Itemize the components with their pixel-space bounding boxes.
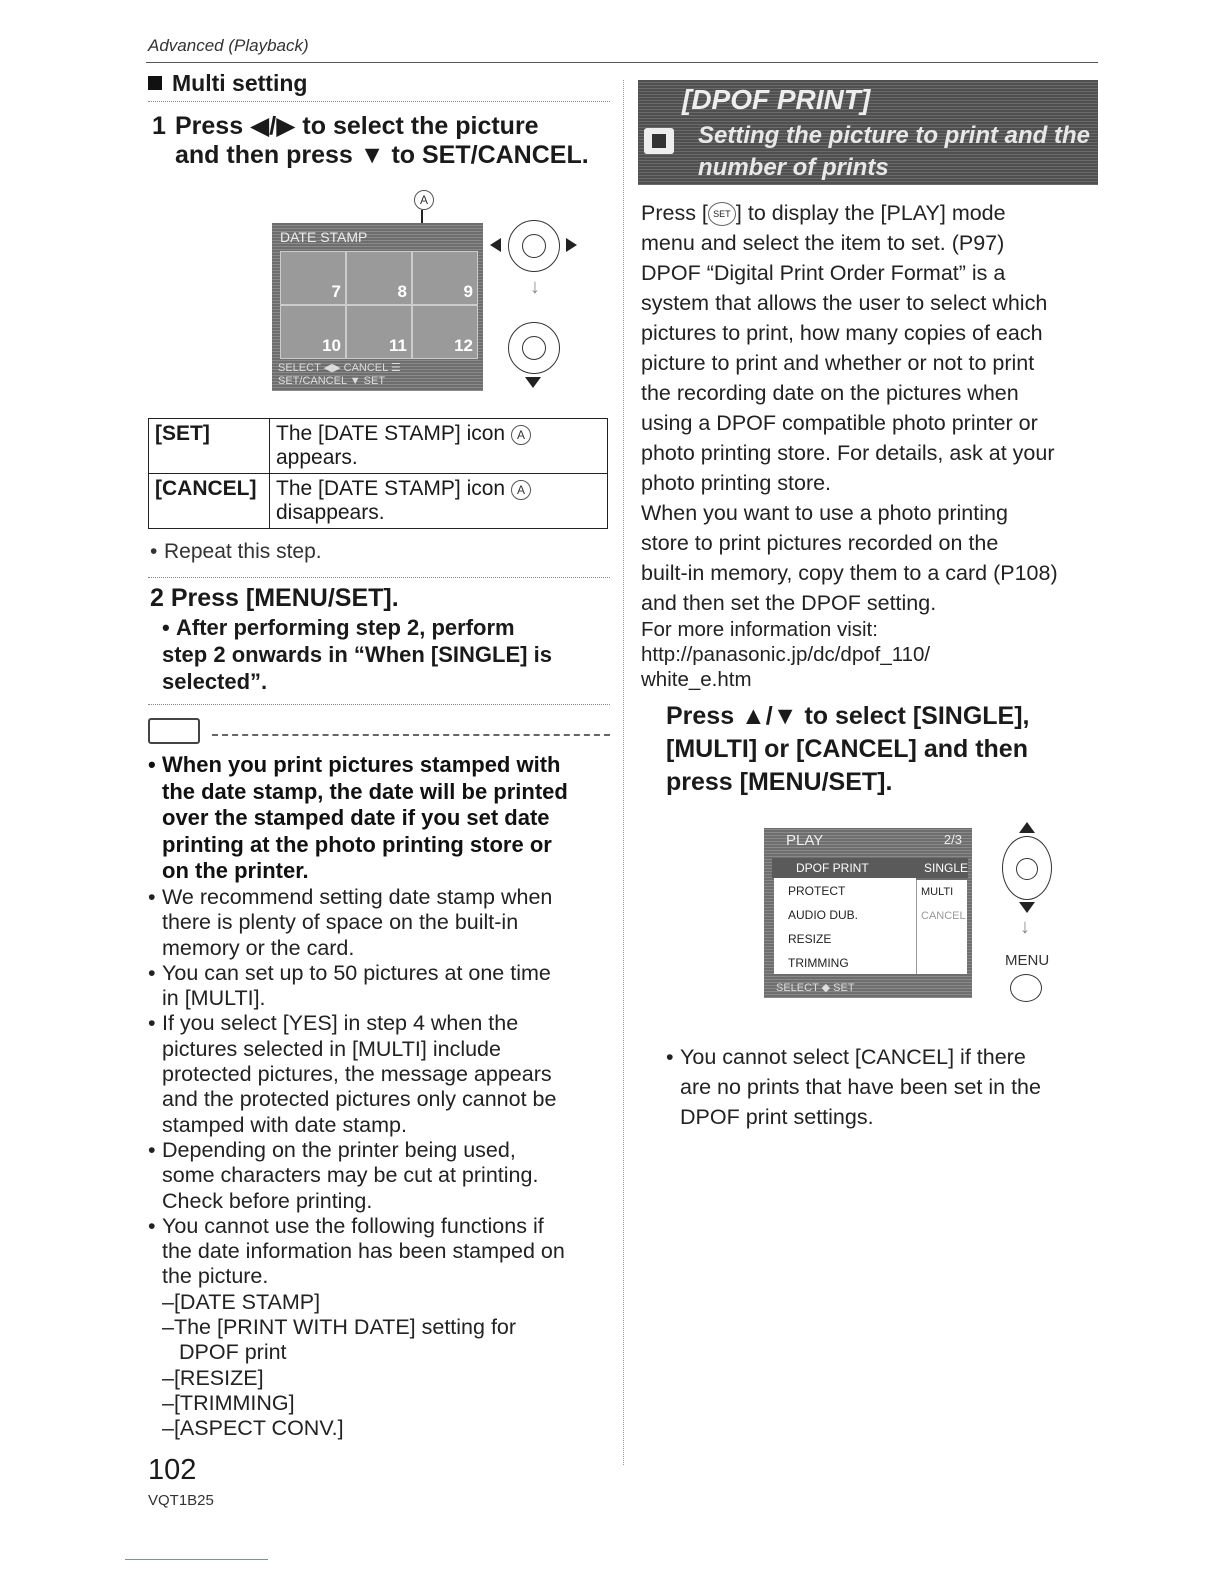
set-cancel-table — [148, 418, 608, 529]
screen-title: PLAY — [786, 832, 824, 849]
screen-footer: SELECT ◆ SET — [776, 982, 855, 994]
step-1: 1 Press ◀/▶ to select the picture and then press ▼ to SET/CANCEL. — [152, 112, 589, 169]
menu-set-icon: SET — [708, 202, 736, 226]
down-arrow-icon: ↓ — [1020, 916, 1030, 938]
banner-subtitle: Setting the picture to print and the number of prints — [698, 122, 1090, 181]
step-2: 2 Press [MENU/SET]. — [150, 584, 399, 612]
menu-item: TRIMMING — [788, 956, 849, 970]
down-triangle-icon — [1019, 902, 1035, 913]
screen-footer: SELECT ◀▶ CANCEL ☰ — [278, 362, 401, 374]
thumbnail: 7 — [280, 251, 346, 305]
menu-item: RESIZE — [788, 932, 832, 946]
callout-marker-a: A — [414, 190, 434, 210]
function-item: –[ASPECT CONV.] — [162, 1416, 344, 1441]
option-item: CANCEL — [921, 910, 966, 922]
function-item: –[TRIMMING] — [162, 1390, 295, 1415]
section-title: Multi setting — [148, 70, 307, 97]
up-triangle-icon — [1019, 822, 1035, 833]
dotted-rule — [148, 101, 610, 102]
cursor-button-diagram — [990, 822, 1070, 1012]
function-item: –[RESIZE] — [162, 1365, 264, 1390]
footer-line — [125, 1559, 268, 1560]
note-item: • We recommend setting date stamp when there is plenty of space on the built-in memory or the card. — [148, 885, 610, 961]
dpof-print-banner — [638, 80, 1098, 185]
cursor-button-diagram — [486, 214, 586, 394]
banner-title: [DPOF PRINT] — [682, 84, 871, 115]
camera-screen-play-menu — [764, 828, 972, 998]
section-header: Advanced (Playback) — [148, 36, 309, 55]
menu-item: AUDIO DUB. — [788, 908, 859, 922]
function-item: DPOF print — [179, 1340, 287, 1365]
note-item: • Depending on the printer being used, some characters may be cut at printing. Check before printing. — [148, 1138, 610, 1214]
dpof-step: Press ▲/▼ to select [SINGLE], [MULTI] or [CANCEL] and then press [MENU/SET]. — [666, 702, 1030, 796]
document-code: VQT1B25 — [148, 1492, 214, 1509]
repeat-note: • Repeat this step. — [150, 540, 1224, 564]
table-value: The [DATE STAMP] icon A disappears. — [270, 474, 608, 529]
menu-item: PROTECT — [788, 884, 846, 898]
cancel-note: • You cannot select [CANCEL] if there are no prints that have been set in the DPOF print settings. — [666, 1042, 1110, 1132]
note-item: • When you print pictures stamped with the date stamp, the date will be printed over the stamped date if you set date printing at the photo printing store or on the printer. — [148, 752, 610, 885]
table-key: [SET] — [149, 419, 270, 474]
dpof-intro: Press [ SET ] to display the [PLAY] mode menu and select the item to set. (P97) DPOF “Digital Print Order Format” is a system that allows the user to select which pictures to print, how many copies of each picture to print and whether or not to print the recording date on the pictures when using a DPOF compatible photo printer or photo printing store. For details, ask at your photo printing store. When you want to use a photo printing store to print pictures recorded on the built-in memory, copy them to a card (P108) and then set the DPOF setting. — [641, 201, 1058, 615]
note-item: • You cannot use the following functions if the date information has been stamped on the picture. — [148, 1214, 610, 1290]
table-row — [149, 419, 608, 474]
thumbnail: 9 — [412, 251, 478, 305]
more-info: For more information visit: http://panasonic.jp/dc/dpof_110/ white_e.htm — [641, 617, 1097, 692]
memo-divider — [148, 718, 610, 748]
page-number: 102 — [148, 1454, 197, 1486]
option-item: MULTI — [921, 886, 954, 898]
left-arrow-icon — [490, 238, 501, 252]
thumbnail: 10 — [280, 305, 346, 359]
thumbnail: 8 — [346, 251, 412, 305]
function-item: –[DATE STAMP] — [162, 1289, 321, 1314]
screen-footer: SET/CANCEL ▼ SET — [278, 375, 386, 387]
note-item: • If you select [YES] in step 4 when the pictures selected in [MULTI] include protected pictures, the message appears and the protected pictures only cannot be stamped with date stamp. — [148, 1011, 610, 1137]
square-bullet-icon — [148, 76, 162, 90]
option-list — [916, 880, 967, 974]
dpof-url: http://panasonic.jp/dc/dpof_110/ — [641, 643, 931, 666]
right-arrow-icon — [566, 238, 577, 252]
down-arrow-icon: ↓ — [530, 276, 540, 298]
thumbnail: 11 — [346, 305, 412, 359]
camera-screen-date-stamp — [272, 223, 483, 391]
screen-title: DATE STAMP — [280, 229, 368, 245]
memo-icon — [148, 718, 200, 744]
function-item: –The [PRINT WITH DATE] setting for — [162, 1315, 517, 1340]
note-item: • You can set up to 50 pictures at one time in [MULTI]. — [148, 961, 610, 1012]
menu-item-selected: DPOF PRINT SINGLE — [772, 858, 968, 878]
header-rule — [146, 62, 1098, 63]
thumbnail: 12 — [412, 305, 478, 359]
table-value: The [DATE STAMP] icon A appears. — [270, 419, 608, 474]
down-triangle-icon — [525, 377, 541, 388]
menu-page: 2/3 — [943, 832, 962, 847]
column-divider — [623, 80, 624, 1465]
table-key: [CANCEL] — [149, 474, 270, 529]
notes-list — [148, 752, 610, 1442]
print-icon — [644, 128, 674, 154]
step-2-note: • After performing step 2, perform step 2 onwards in “When [SINGLE] is selected”. — [162, 614, 602, 695]
table-row — [149, 474, 608, 529]
menu-label: MENU — [1005, 952, 1050, 969]
menu-set-button-icon — [1010, 974, 1042, 1002]
